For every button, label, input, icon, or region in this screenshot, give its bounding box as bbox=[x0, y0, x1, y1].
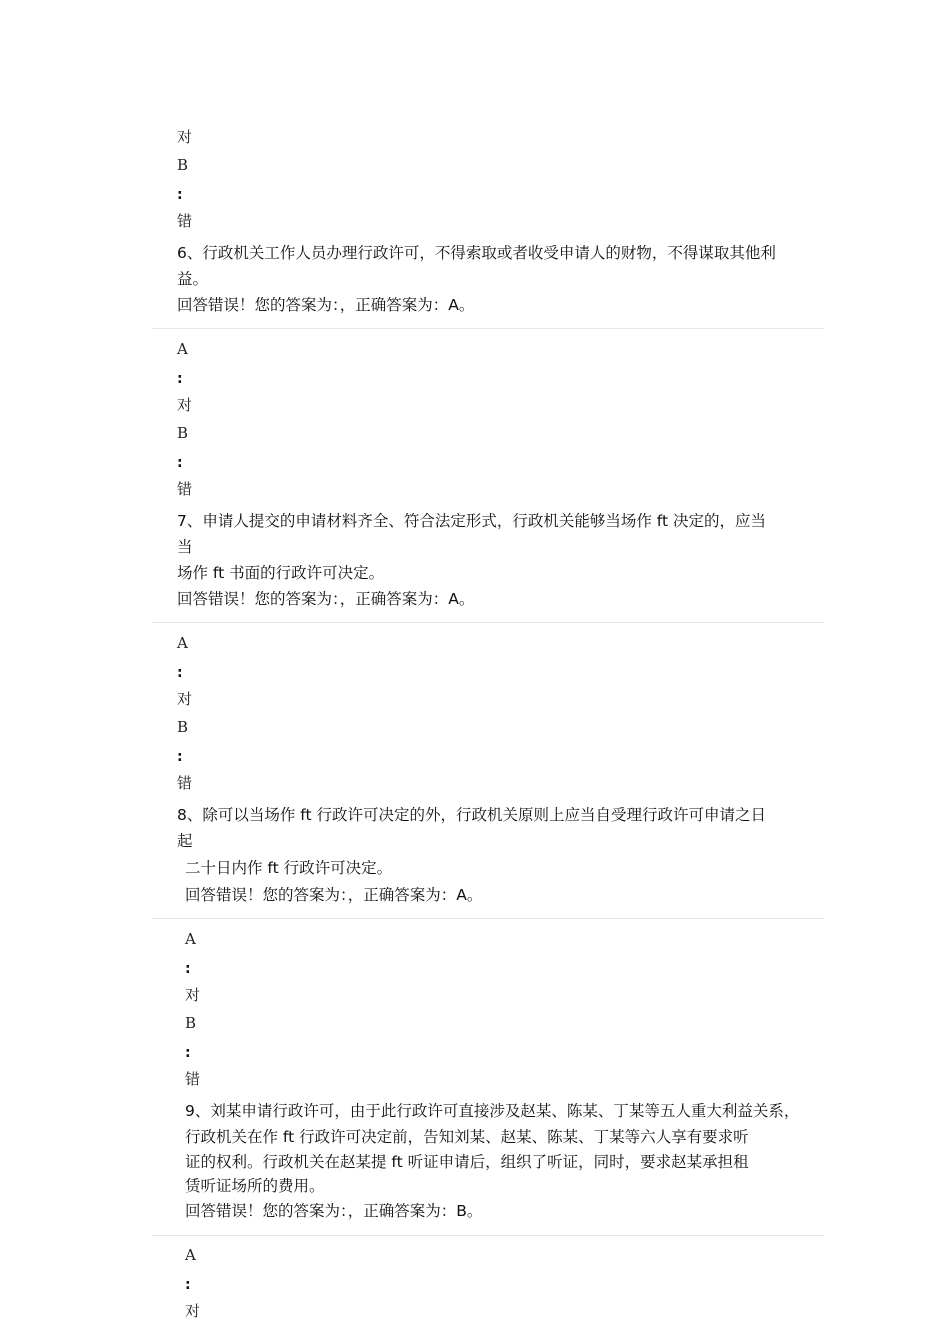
question-divider bbox=[152, 918, 824, 919]
question-6-option-a-letter[interactable]: A bbox=[177, 340, 188, 358]
option-b-value[interactable]: 错 bbox=[177, 212, 193, 230]
question-7-option-b-value[interactable]: 错 bbox=[177, 774, 193, 792]
option-a-value[interactable]: 对 bbox=[177, 128, 193, 146]
question-7-text-line-1: 7、申请人提交的申请材料齐全、符合法定形式，行政机关能够当场作 ft 决定的，应当 bbox=[177, 512, 766, 530]
question-6-answer-feedback: 回答错误！您的答案为：，正确答案为：A。 bbox=[177, 296, 475, 314]
question-7-option-a-value[interactable]: 对 bbox=[177, 690, 193, 708]
question-8-option-a-letter[interactable]: A bbox=[185, 930, 196, 948]
question-6-text-line-1: 6、行政机关工作人员办理行政许可，不得索取或者收受申请人的财物，不得谋取其他利 bbox=[177, 244, 776, 262]
option-b-colon: : bbox=[177, 187, 183, 203]
question-9-text-line-2: 行政机关在作 ft 行政许可决定前，告知刘某、赵某、陈某、丁某等六人享有要求听 bbox=[185, 1128, 749, 1146]
question-9-text-line-4: 赁听证场所的费用。 bbox=[185, 1177, 325, 1195]
question-7-option-b-letter[interactable]: B bbox=[177, 718, 189, 736]
question-8-answer-feedback: 回答错误！您的答案为：，正确答案为：A。 bbox=[185, 886, 483, 904]
question-divider bbox=[152, 622, 824, 623]
question-9-option-a-value[interactable]: 对 bbox=[185, 1302, 201, 1320]
question-9-option-a-letter[interactable]: A bbox=[185, 1246, 196, 1264]
question-6-option-b-letter[interactable]: B bbox=[177, 424, 189, 442]
question-9-text-line-1: 9、刘某申请行政许可，由于此行政许可直接涉及赵某、陈某、丁某等五人重大利益关系， bbox=[185, 1102, 800, 1120]
question-9-text-line-3: 证的权利。行政机关在赵某提 ft 听证申请后，组织了听证，同时，要求赵某承担租 bbox=[185, 1153, 749, 1171]
question-8-option-b-letter[interactable]: B bbox=[185, 1014, 197, 1032]
question-7-option-b-colon: : bbox=[177, 749, 183, 765]
question-6-option-a-value[interactable]: 对 bbox=[177, 396, 193, 414]
question-6-text-line-2: 益。 bbox=[177, 270, 209, 288]
question-8-option-a-value[interactable]: 对 bbox=[185, 986, 201, 1004]
question-8-text-line-1: 8、除可以当场作 ft 行政许可决定的外，行政机关原则上应当自受理行政许可申请之日 bbox=[177, 806, 766, 824]
question-7-option-a-colon: : bbox=[177, 665, 183, 681]
question-7-answer-feedback: 回答错误！您的答案为：，正确答案为：A。 bbox=[177, 590, 475, 608]
question-9-answer-feedback: 回答错误！您的答案为：，正确答案为：B。 bbox=[185, 1202, 483, 1220]
question-8-text-line-2: 起 bbox=[177, 832, 193, 850]
question-6-option-b-value[interactable]: 错 bbox=[177, 480, 193, 498]
question-8-option-a-colon: : bbox=[185, 961, 191, 977]
question-7-text-line-2: 当 bbox=[177, 538, 193, 556]
question-divider bbox=[152, 1235, 824, 1236]
question-7-text-line-3: 场作 ft 书面的行政许可决定。 bbox=[177, 564, 385, 582]
question-6-option-b-colon: : bbox=[177, 455, 183, 471]
option-b-letter[interactable]: B bbox=[177, 156, 189, 174]
question-8-option-b-value[interactable]: 错 bbox=[185, 1070, 201, 1088]
question-6-option-a-colon: : bbox=[177, 371, 183, 387]
question-8-text-line-3: 二十日内作 ft 行政许可决定。 bbox=[185, 859, 393, 877]
question-7-option-a-letter[interactable]: A bbox=[177, 634, 188, 652]
question-9-option-a-colon: : bbox=[185, 1277, 191, 1293]
question-divider bbox=[152, 328, 824, 329]
question-8-option-b-colon: : bbox=[185, 1045, 191, 1061]
